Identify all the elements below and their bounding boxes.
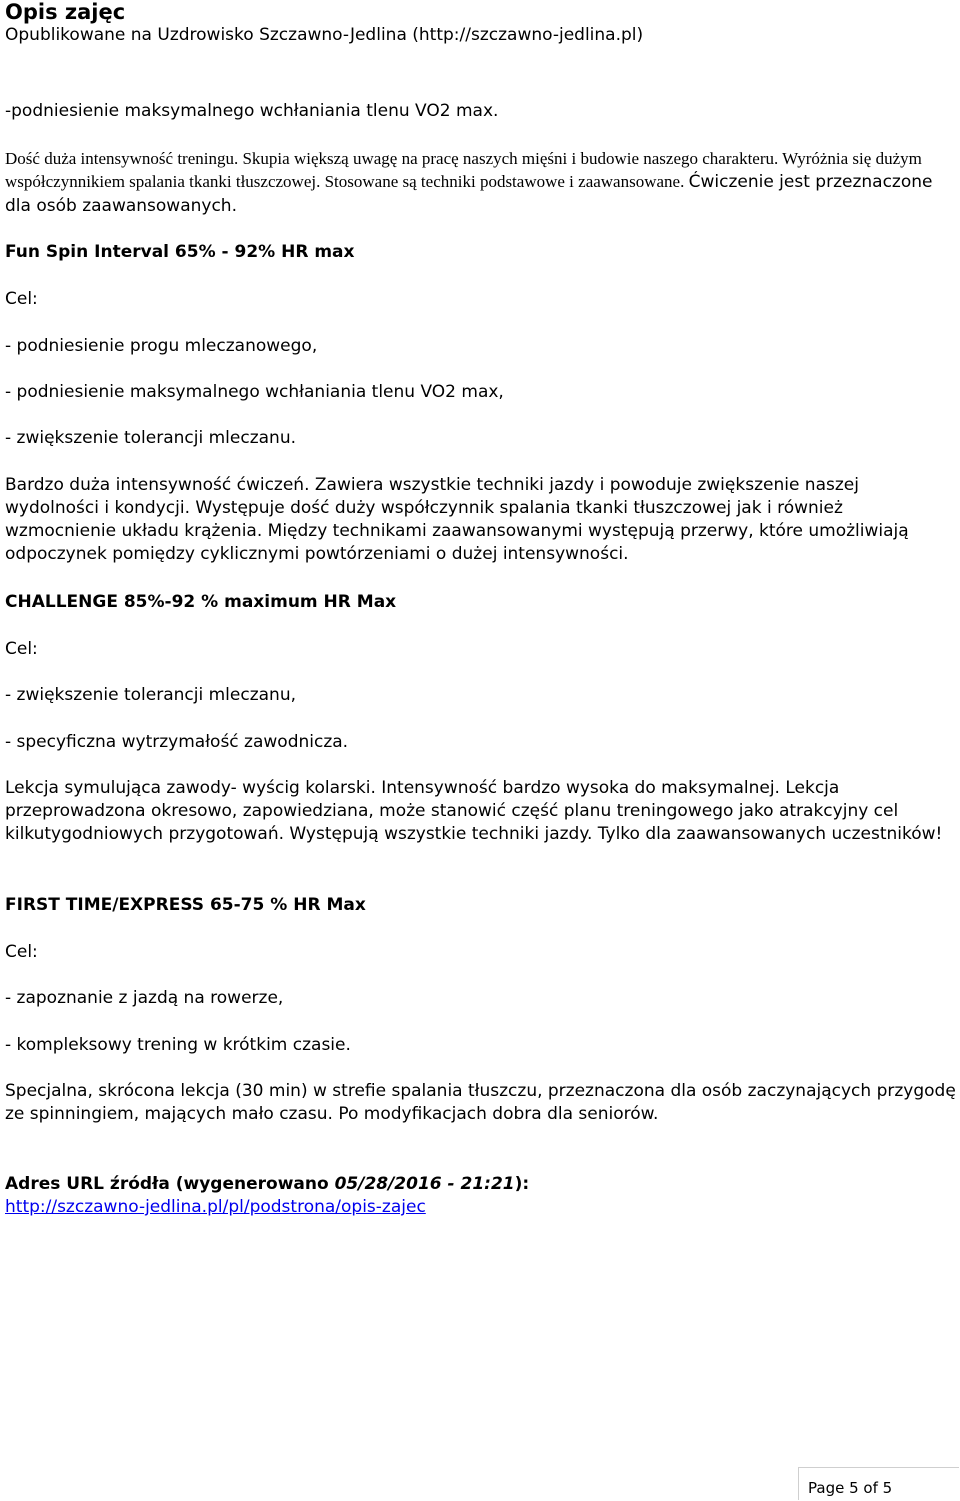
page-title: Opis zajęc — [5, 0, 126, 24]
source-label-start: Adres URL źródła (wygenerowano — [5, 1174, 335, 1194]
source-label-end: ): — [514, 1174, 530, 1194]
intro-paragraph — [5, 147, 957, 218]
intro-line: -podniesienie maksymalnego wchłaniania tlenu VO2 max. — [5, 101, 499, 121]
list-item: - specyficzna wytrzymałość zawodnicza. — [5, 732, 349, 752]
list-item: - podniesienie progu mleczanowego, — [5, 336, 318, 356]
list-item: - zapoznanie z jazdą na rowerze, — [5, 988, 284, 1008]
section-description: Lekcja symulująca zawody- wyścig kolarski. Intensywność bardzo wysoka do maksymalnej. Lekcja przeprowadzona okresowo, zapowiedziana, może stanowić część planu treningowego jako atrakcyjny cel kilkutygodniowych przygotowań. Występują wszystkie techniki jazdy. Tylko dla zaawansowanych uczestników! — [5, 778, 943, 844]
section-description: Specjalna, skrócona lekcja (30 min) w strefie spalania tłuszczu, przeznaczona dla osób zaczynających przygodę ze spinningiem, mających mało czasu. Po modyfikacjach dobra dla seniorów. — [5, 1081, 956, 1124]
list-item: - podniesienie maksymalnego wchłaniania tlenu VO2 max, — [5, 382, 504, 402]
list-item: - zwiększenie tolerancji mleczanu, — [5, 685, 297, 705]
goal-label: Cel: — [5, 639, 38, 659]
intro-text-end: Ćwiczenie jest przeznaczone dla osób zaawansowanych. — [5, 172, 933, 216]
section-heading-first-time: FIRST TIME/EXPRESS 65-75 % HR Max — [5, 895, 366, 915]
intro-text: Dość duża intensywność treningu. Skupia większą uwagę na pracę naszych mięśni i budowie naszego charakteru. Wyróżnia się dużym współczynnikiem spalania tkanki tłuszczowej. Stosowane są techniki podstawowe i zaawansowane. — [5, 149, 922, 191]
section-description: Bardzo duża intensywność ćwiczeń. Zawiera wszystkie techniki jazdy i powoduje zwiększenie naszej wydolności i kondycji. Występuje dość duży współczynnik spalania tkanki tłuszczowej jak i również wzmocnienie układu krążenia. Między technikami zaawansowanymi występują przerwy, które umożliwiają odpoczynek pomiędzy cyklicznymi powtórzeniami o dużej intensywności. — [5, 475, 909, 564]
goal-label: Cel: — [5, 289, 38, 309]
source-url-row — [5, 1196, 957, 1219]
generated-date: 05/28/2016 - 21:21 — [334, 1174, 515, 1194]
list-item: - zwiększenie tolerancji mleczanu. — [5, 428, 297, 448]
goal-label: Cel: — [5, 942, 38, 962]
published-on-line: Opublikowane na Uzdrowisko Szczawno-Jedlina (http://szczawno-jedlina.pl) — [5, 25, 644, 45]
page-header — [5, 0, 955, 46]
source-url-link[interactable]: http://szczawno-jedlina.pl/pl/podstrona/opis-zajec — [5, 1197, 426, 1217]
section-heading-challenge: CHALLENGE 85%-92 % maximum HR Max — [5, 592, 397, 612]
list-item: - kompleksowy trening w krótkim czasie. — [5, 1035, 351, 1055]
section-heading-fun-spin: Fun Spin Interval 65% - 92% HR max — [5, 242, 355, 262]
page-number: Page 5 of 5 — [808, 1479, 893, 1497]
source-url-label — [5, 1173, 529, 1196]
